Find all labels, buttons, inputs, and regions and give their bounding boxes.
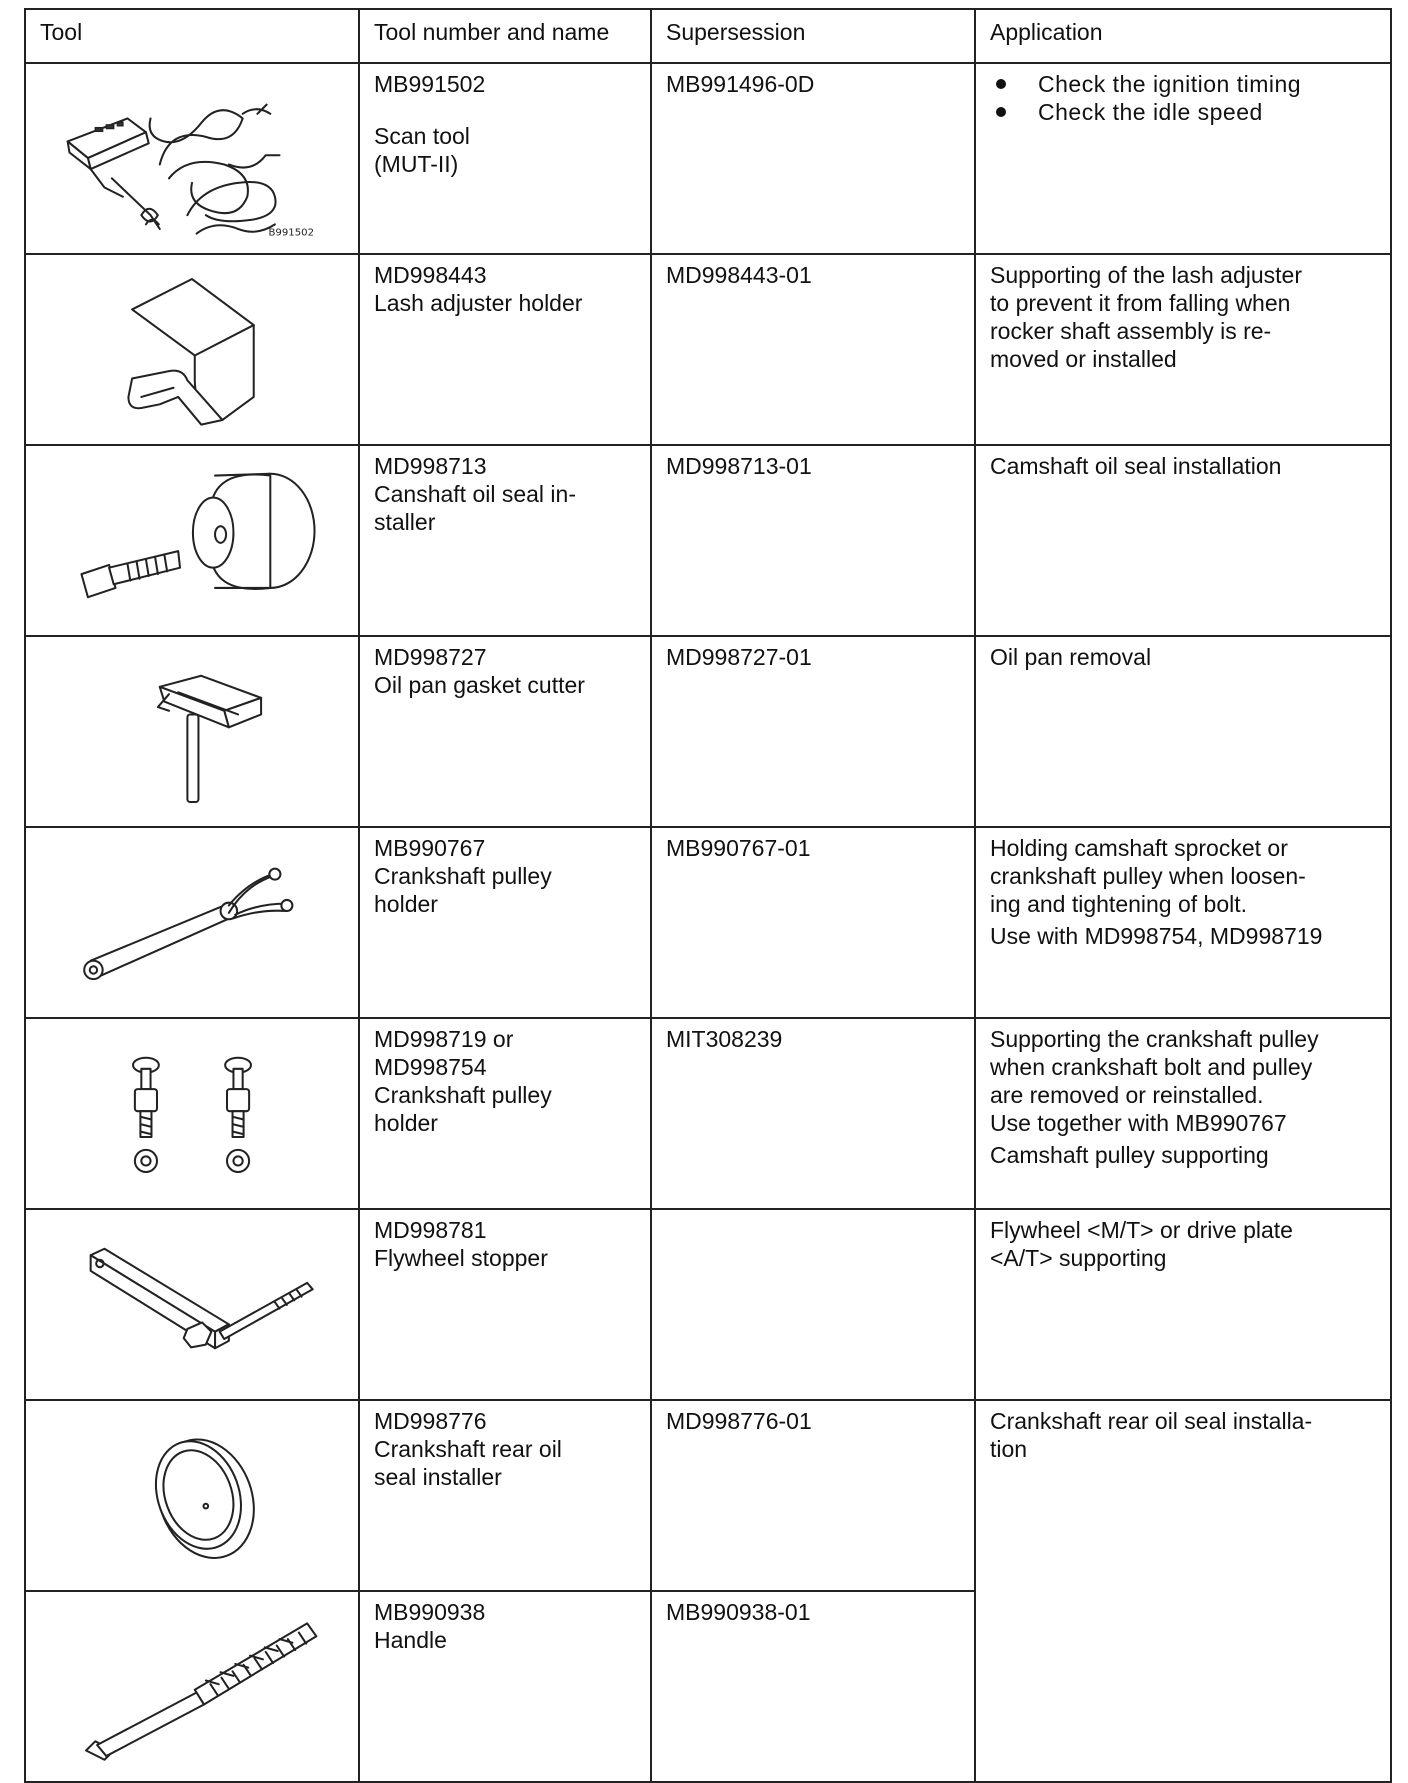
application-list [990,70,1376,126]
tool-number: MD998727 [374,644,487,670]
tool-number: MB990767 [374,835,486,861]
tool-name: staller [374,509,436,535]
application-line: Camshaft oil seal installation [990,453,1282,479]
table-row [25,1400,1391,1591]
rear-seal-installer-icon [40,1407,344,1584]
tool-name: Scan tool [374,123,470,149]
supersession-cell [651,1209,975,1400]
table-row [25,445,1391,636]
tool-name: (MUT-II) [374,151,459,177]
table-row [25,1018,1391,1209]
application-line: when crankshaft bolt and pulley [990,1054,1313,1080]
application-line: Flywheel <M/T> or drive plate [990,1217,1293,1243]
tool-number: MD998776 [374,1408,487,1434]
special-tools-table [24,8,1392,1783]
image-code: B991502 [268,227,315,239]
tool-number: MB991502 [374,71,486,97]
tool-number-name-cell [359,1018,651,1209]
tool-number: MD998443 [374,262,487,288]
tool-number: MB990938 [374,1599,486,1625]
application-line: Crankshaft rear oil seal installa- [990,1408,1313,1434]
lash-adjuster-holder-icon [40,261,344,438]
tool-image-cell [25,445,359,636]
tool-image-cell [25,63,359,254]
application-line: Holding camshaft sprocket or [990,835,1288,861]
pulley-pins-icon [40,1025,344,1202]
tool-name: Lash adjuster holder [374,290,583,316]
table-row [25,1209,1391,1400]
tool-number-name-cell [359,63,651,254]
tool-name: Handle [374,1627,447,1653]
tool-name: Canshaft oil seal in- [374,481,576,507]
tool-number: MD998781 [374,1217,487,1243]
table-header-row [25,9,1391,63]
tool-image-cell [25,1591,359,1782]
table-row [25,636,1391,827]
handle-icon [40,1598,344,1775]
tool-name: Crankshaft pulley [374,863,552,889]
flywheel-stopper-icon [40,1216,344,1393]
application-note: Use together with MB990767 [990,1110,1287,1136]
tool-number-name-cell [359,1400,651,1591]
application-line: Supporting of the lash adjuster [990,262,1302,288]
tool-number: MD998719 or [374,1026,514,1052]
tool-number-name-cell [359,827,651,1018]
application-line: Oil pan removal [990,644,1152,670]
supersession-cell: MD998713-01 [651,445,975,636]
application-cell [975,1018,1391,1209]
supersession-cell: MB990767-01 [651,827,975,1018]
application-line: <A/T> supporting [990,1245,1167,1271]
supersession-cell: MD998776-01 [651,1400,975,1591]
tool-name: Crankshaft pulley [374,1082,552,1108]
header-tool-number-name: Tool number and name [359,9,651,63]
application-cell [975,445,1391,636]
header-tool: Tool [25,9,359,63]
application-note: Camshaft pulley supporting [990,1142,1269,1168]
table-row [25,827,1391,1018]
application-cell [975,827,1391,1018]
application-cell [975,254,1391,445]
list-item: Check the ignition timing [990,70,1376,98]
tool-number: MD998713 [374,453,487,479]
tool-number-name-cell [359,1209,651,1400]
tool-number-name-cell [359,1591,651,1782]
application-cell [975,636,1391,827]
tool-name: Oil pan gasket cutter [374,672,585,698]
application-cell [975,63,1391,254]
tool-name: holder [374,1110,438,1136]
application-note: Use with MD998754, MD998719 [990,923,1323,949]
application-line: crankshaft pulley when loosen- [990,863,1306,889]
tool-name: Crankshaft rear oil [374,1436,562,1462]
table-row [25,254,1391,445]
application-line: are removed or reinstalled. [990,1082,1264,1108]
application-cell [975,1209,1391,1400]
gasket-cutter-icon [40,643,344,820]
tool-name: Flywheel stopper [374,1245,548,1271]
header-supersession: Supersession [651,9,975,63]
header-application: Application [975,9,1391,63]
application-line: moved or installed [990,346,1177,372]
application-cell [975,1400,1391,1782]
tool-image-cell [25,1209,359,1400]
tool-number-name-cell [359,445,651,636]
supersession-cell: MIT308239 [651,1018,975,1209]
application-line: to prevent it from falling when [990,290,1291,316]
tool-image-cell [25,254,359,445]
pulley-holder-icon [40,834,344,1011]
table-row [25,63,1391,254]
application-line: ing and tightening of bolt. [990,891,1248,917]
application-line: tion [990,1436,1028,1462]
tool-image-cell [25,827,359,1018]
tool-image-cell [25,636,359,827]
tool-number: MD998754 [374,1054,487,1080]
tool-number-name-cell [359,254,651,445]
oil-seal-installer-icon [40,452,344,629]
application-line: Supporting the crankshaft pulley [990,1026,1319,1052]
list-item: Check the idle speed [990,98,1376,126]
tool-number-name-cell [359,636,651,827]
tool-image-cell [25,1018,359,1209]
scan-tool-icon [40,70,344,247]
supersession-cell: MD998727-01 [651,636,975,827]
supersession-cell: MB991496-0D [651,63,975,254]
tool-image-cell [25,1400,359,1591]
tool-name: seal installer [374,1464,502,1490]
application-line: rocker shaft assembly is re- [990,318,1272,344]
tool-name: holder [374,891,438,917]
supersession-cell: MD998443-01 [651,254,975,445]
supersession-cell: MB990938-01 [651,1591,975,1782]
